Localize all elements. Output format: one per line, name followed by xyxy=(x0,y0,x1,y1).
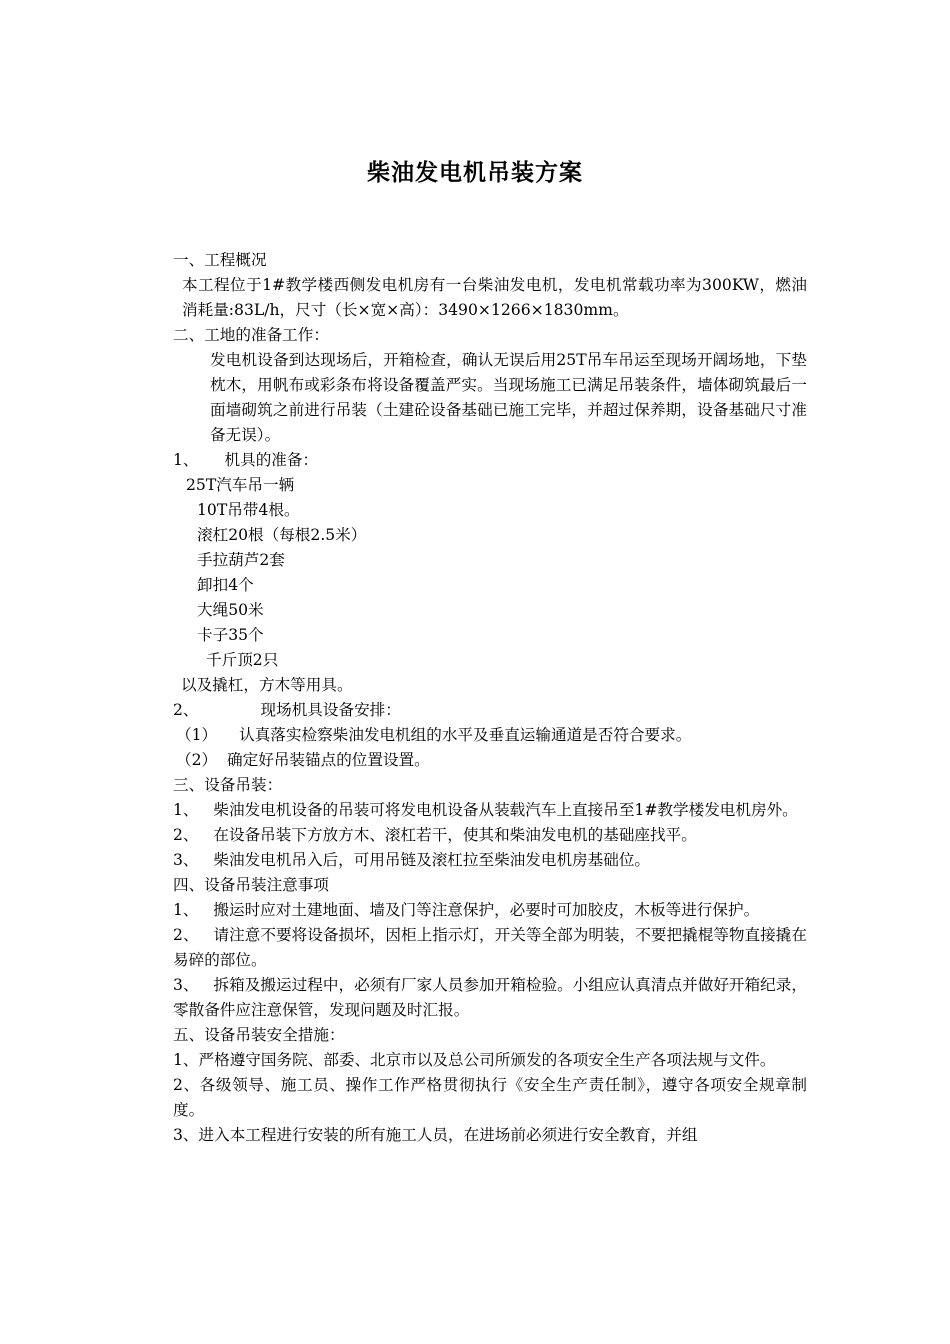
section-4-item: 1、 搬运时应对土建地面、墙及门等注意保护，必要时可加胶皮，木板等进行保护。 xyxy=(173,901,760,919)
document-body xyxy=(173,248,807,1148)
section-1-heading: 一、工程概况 xyxy=(173,251,267,269)
arrangement-item-2 xyxy=(173,748,807,773)
section-1-paragraph: 本工程位于1#教学楼西侧发电机房有一台柴油发电机，发电机常载功率为300KW，燃油消耗量:83L/h，尺寸（长×宽×高）：3490×1266×1830mm。 xyxy=(182,276,807,319)
section-4-item: 2、 请注意不要将设备损坏，因柜上指示灯，开关等全部为明装，不要把撬棍等物直接撬在易碎的部位。 xyxy=(173,926,808,969)
section-3-item: 3、 柴油发电机吊入后，可用吊链及滚杠拉至柴油发电机房基础位。 xyxy=(173,851,651,869)
tool-item: 卡子35个 xyxy=(197,626,264,644)
tool-item: 大绳50米 xyxy=(197,601,264,619)
tool-item: 10T吊带4根。 xyxy=(197,501,300,519)
arrangement-item-1 xyxy=(173,723,807,748)
tool-item: 手拉葫芦2套 xyxy=(197,551,285,569)
arrangement-heading-line xyxy=(173,698,807,723)
section-2-heading: 二、工地的准备工作： xyxy=(173,326,329,344)
section-3-item: 2、 在设备吊装下方放方木、滚杠若干，使其和柴油发电机的基础座找平。 xyxy=(173,826,697,844)
tool-item: 卸扣4个 xyxy=(197,576,254,594)
section-5-item: 2、各级领导、施工员、操作工作严格贯彻执行《安全生产责任制》，遵守各项安全规章制度。 xyxy=(173,1076,807,1119)
section-3-heading: 三、设备吊装： xyxy=(173,776,283,794)
tool-item: 滚杠20根（每根2.5米） xyxy=(197,526,367,544)
tool-item: 以及撬杠，方木等用具。 xyxy=(181,676,353,694)
section-2-paragraph: 发电机设备到达现场后，开箱检查，确认无误后用25T吊车吊运至现场开阔场地，下垫枕木，用帆布或彩条布将设备覆盖严实。当现场施工已满足吊装条件，墙体砌筑最后一面墙砌筑之前进行吊装（土建砼设备基础已施工完毕，并超过保养期，设备基础尺寸准备无误）。 xyxy=(210,351,807,444)
document-title: 柴油发电机吊装方案 xyxy=(367,160,583,186)
tools-heading: 机具的准备： xyxy=(224,451,319,469)
section-3-item: 1、 柴油发电机设备的吊装可将发电机设备从装载汽车上直接吊至1#教学楼发电机房外。 xyxy=(173,801,798,819)
tools-number: 1、 xyxy=(173,451,199,469)
arrangement-item-number: （2） xyxy=(176,751,218,769)
section-4-heading: 四、设备吊装注意事项 xyxy=(173,876,329,894)
tool-item: 千斤顶2只 xyxy=(206,651,279,669)
section-5-item: 3、进入本工程进行安装的所有施工人员，在进场前必须进行安全教育，并组 xyxy=(173,1126,698,1144)
tool-item: 25T汽车吊一辆 xyxy=(186,476,295,494)
arrangement-item-text: 认真落实检察柴油发电机组的水平及垂直运输通道是否符合要求。 xyxy=(239,726,692,744)
tools-heading-line xyxy=(173,448,807,473)
section-5-item: 1、严格遵守国务院、部委、北京市以及总公司所颁发的各项安全生产各项法规与文件。 xyxy=(173,1051,776,1069)
arrangement-number: 2、 xyxy=(173,701,199,719)
section-4-item: 3、 拆箱及搬运过程中，必须有厂家人员参加开箱检验。小组应认真清点并做好开箱纪录，零散备件应注意保管，发现问题及时汇报。 xyxy=(173,976,808,1019)
arrangement-item-text: 确定好吊装锚点的位置设置。 xyxy=(227,751,430,769)
section-5-heading: 五、设备吊装安全措施： xyxy=(173,1026,345,1044)
arrangement-heading: 现场机具设备安排： xyxy=(260,701,401,719)
arrangement-item-number: （1） xyxy=(176,726,218,744)
